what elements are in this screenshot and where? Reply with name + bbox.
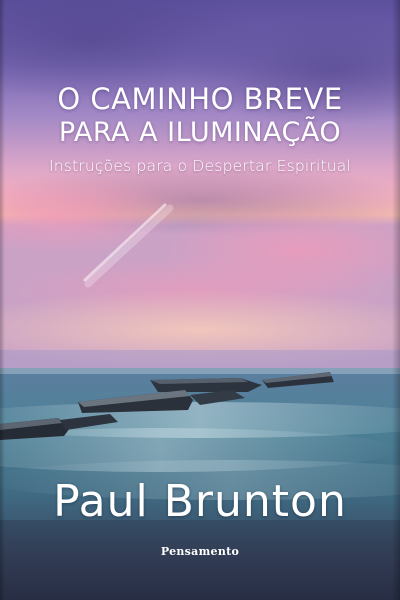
author-name: Paul Brunton <box>53 476 347 527</box>
book-subtitle: Instruções para o Despertar Espiritual <box>48 157 351 175</box>
book-title-line-2: PARA A ILUMINAÇÃO <box>58 117 342 148</box>
book-title-line-1: O CAMINHO BREVE <box>57 82 343 116</box>
publisher-logo: Pensamento <box>160 545 240 558</box>
